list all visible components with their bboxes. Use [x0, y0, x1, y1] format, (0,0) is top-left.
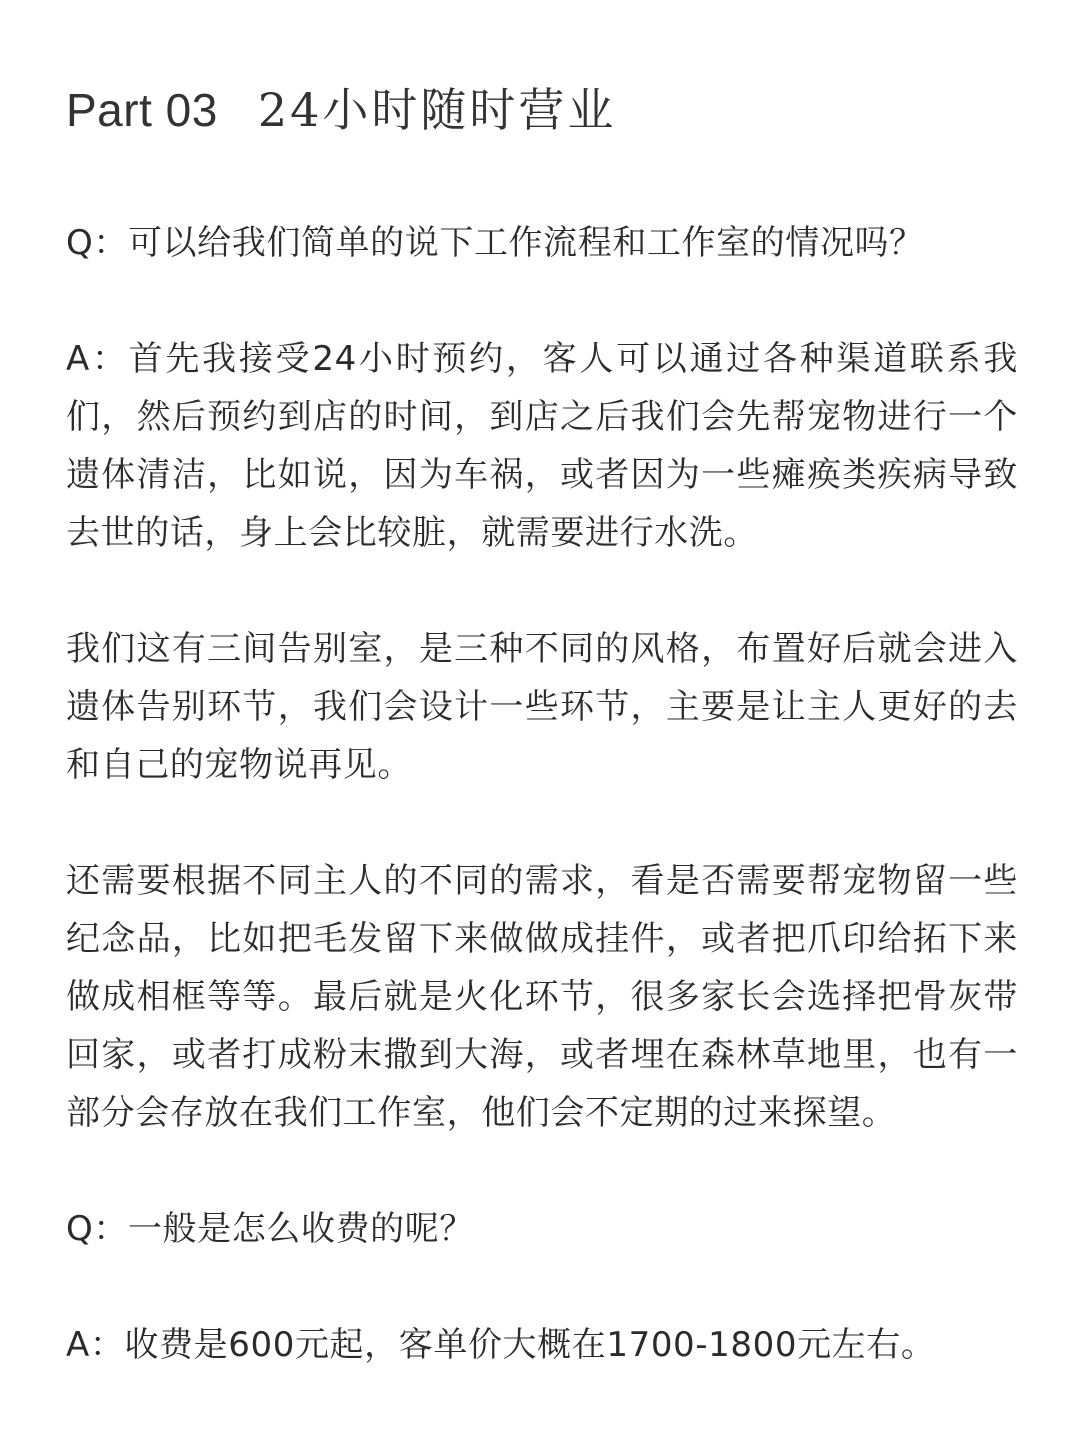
article: [66, 78, 1018, 1374]
answer-1-paragraph-1: A：首先我接受24小时预约，客人可以通过各种渠道联系我们，然后预约到店的时间，到店之后我们会先帮宠物进行一个遗体清洁，比如说，因为车祸，或者因为一些瘫痪类疾病导致去世的话，身上会比较脏，就需要进行水洗。: [66, 339, 1018, 553]
answer-1-paragraph-3: 还需要根据不同主人的不同的需求，看是否需要帮宠物留一些纪念品，比如把毛发留下来做做成挂件，或者把爪印给拓下来做成相框等等。最后就是火化环节，很多家长会选择把骨灰带回家，或者打成粉末撒到大海，或者埋在森林草地里，也有一部分会存放在我们工作室，他们会不定期的过来探望。: [66, 861, 1018, 1133]
paragraph-gap: [66, 272, 1018, 330]
title-text: 24小时随时营业: [257, 83, 617, 137]
question-1: Q：可以给我们简单的说下工作流程和工作室的情况吗？: [66, 223, 924, 263]
paragraph-gap: [66, 1258, 1018, 1316]
answer-2: A：收费是600元起，客单价大概在1700-1800元左右。: [66, 1325, 936, 1365]
question-2: Q：一般是怎么收费的呢？: [66, 1209, 474, 1249]
part-label: Part 03: [66, 84, 218, 136]
paragraph-gap: [66, 562, 1018, 620]
paragraph-gap: [66, 1142, 1018, 1200]
answer-1-paragraph-2: 我们这有三间告别室，是三种不同的风格，布置好后就会进入遗体告别环节，我们会设计一些环节，主要是让主人更好的去和自己的宠物说再见。: [66, 629, 1018, 785]
page-title: [66, 78, 1018, 142]
paragraph-gap: [66, 794, 1018, 852]
